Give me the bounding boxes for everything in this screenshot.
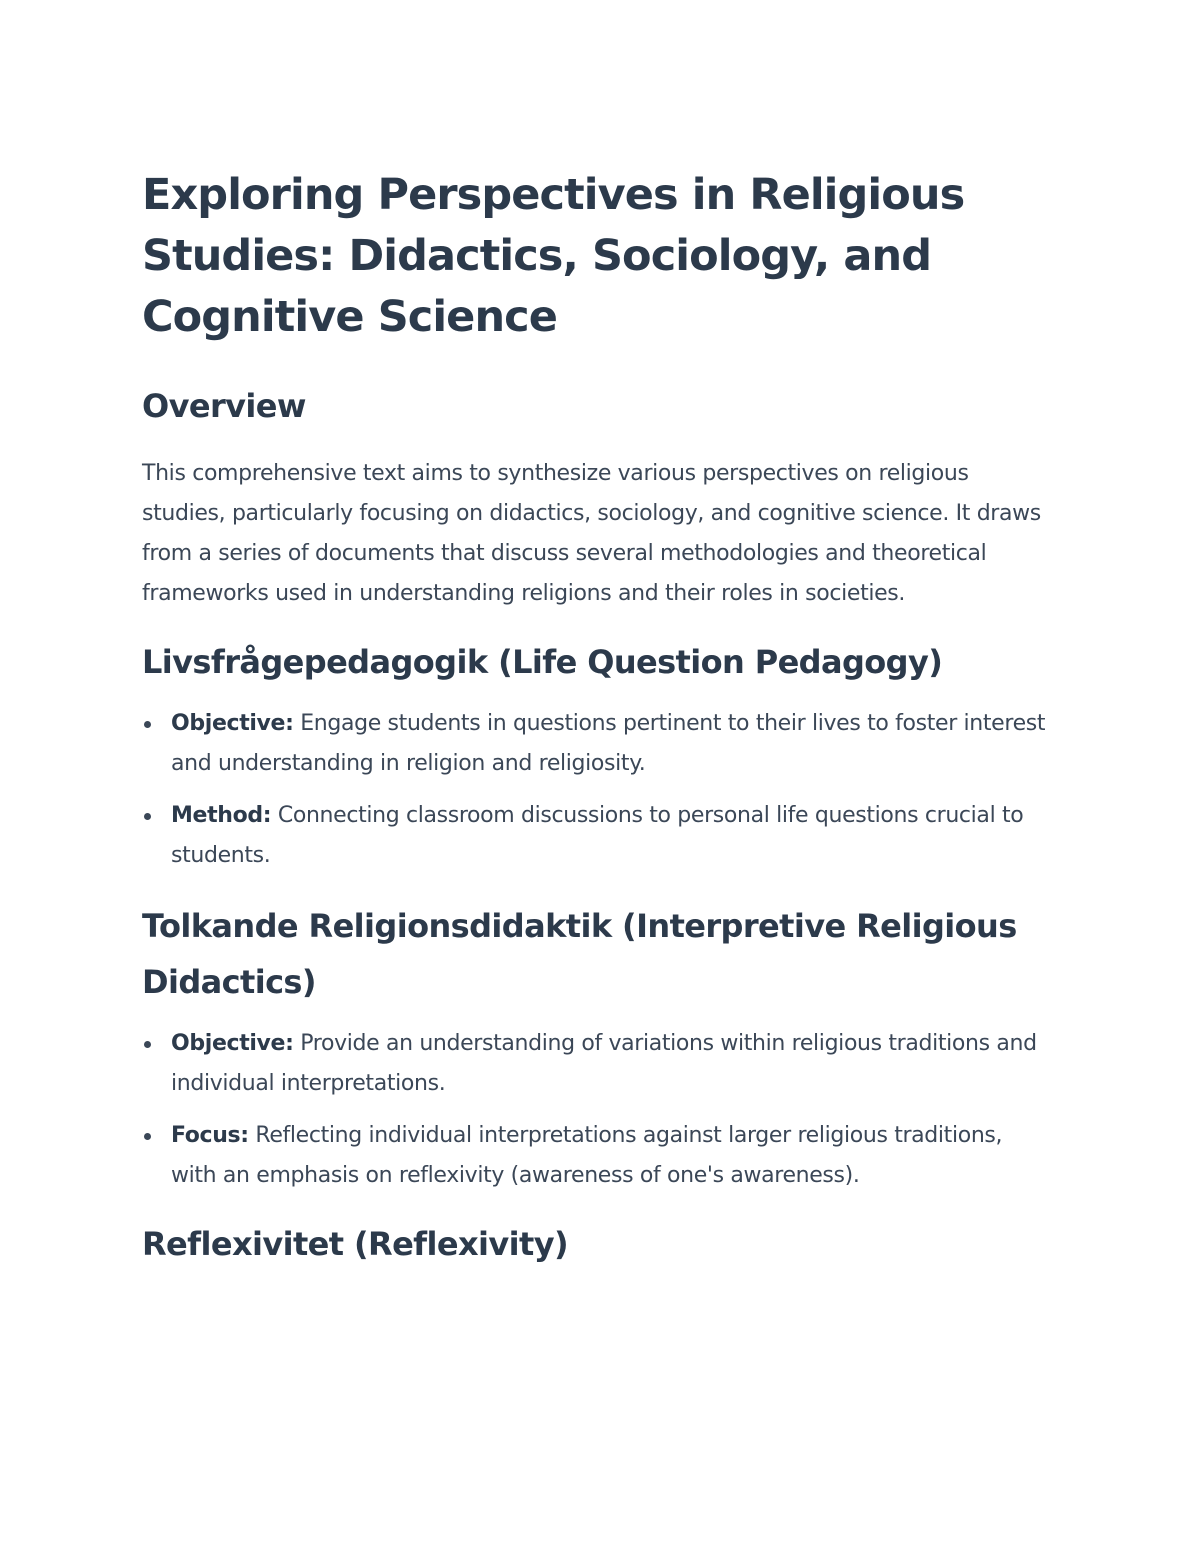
overview-heading: Overview: [142, 387, 306, 425]
list-item-text: Reflecting individual interpretations against larger religious traditions, with an emphasis on reflexivity (awareness of one's awareness).: [171, 1123, 1003, 1188]
bullet-icon: [144, 721, 151, 728]
list-item: [142, 704, 1052, 784]
interpretive-list: [142, 1024, 1052, 1196]
reflexivity-heading: Reflexivitet (Reflexivity): [142, 1225, 568, 1263]
interpretive-heading: Tolkande Religionsdidaktik (Interpretive Religious Didactics): [142, 907, 1017, 1001]
bullet-icon: [144, 1133, 151, 1140]
bullet-icon: [144, 813, 151, 820]
list-item-text: Connecting classroom discussions to personal life questions crucial to students.: [171, 803, 1024, 868]
life-question-list: [142, 704, 1052, 876]
list-item: [142, 796, 1052, 876]
list-item-term: Objective:: [171, 711, 294, 736]
life-question-heading: Livsfrågepedagogik (Life Question Pedagogy): [142, 643, 943, 681]
list-item: [142, 1024, 1052, 1104]
document-page: [142, 165, 1052, 1272]
list-item-term: Focus:: [171, 1123, 249, 1148]
list-item-text: Provide an understanding of variations within religious traditions and individual interpretations.: [171, 1031, 1037, 1096]
document-title: Exploring Perspectives in Religious Studies: Didactics, Sociology, and Cognitive Science: [142, 170, 965, 342]
list-item: [142, 1116, 1052, 1196]
list-item-term: Method:: [171, 803, 272, 828]
overview-paragraph: This comprehensive text aims to synthesize various perspectives on religious studies, particularly focusing on didactics, sociology, and cognitive science. It draws from a series of documents that discuss several methodologies and theoretical frameworks used in understanding religions and their roles in societies.: [142, 461, 1041, 606]
list-item-text: Engage students in questions pertinent to their lives to foster interest and understanding in religion and religiosity.: [171, 711, 1046, 776]
list-item-term: Objective:: [171, 1031, 294, 1056]
bullet-icon: [144, 1041, 151, 1048]
